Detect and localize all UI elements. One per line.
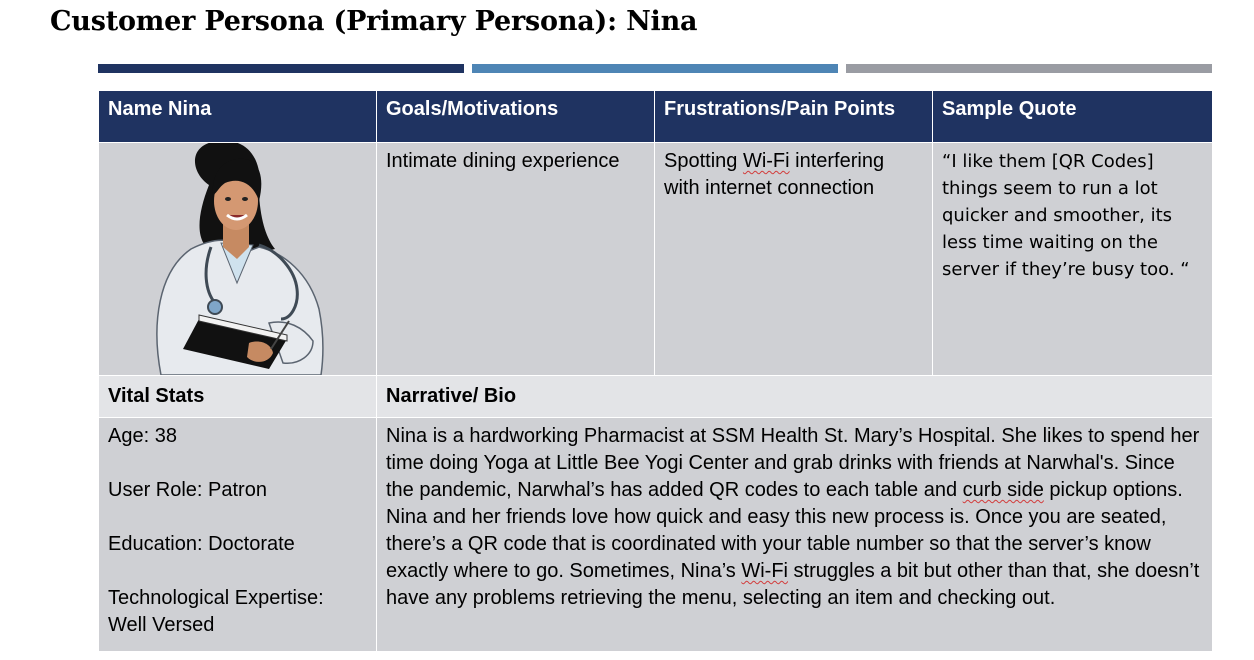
frustrations-text-after: interfering with internet connection bbox=[664, 150, 885, 199]
stat-age: Age: 38 bbox=[108, 425, 177, 447]
goals-cell: Intimate dining experience bbox=[377, 143, 655, 376]
narrative-part-3: struggles a bit but other than that, she doesn’t have any problems retrieving the menu, selecting an item and checking out. bbox=[386, 560, 1200, 609]
narrative-wifi-word: Wi-Fi bbox=[741, 560, 788, 582]
narrative-part-2: pickup options. Nina and her friends love how quick and easy this new process is. Once you are seated, there’s a QR code that is coordinated with your table number so that the server’s know exactly where to go. Sometimes, Nina’s bbox=[386, 479, 1183, 582]
doctor-illustration-icon bbox=[99, 143, 377, 375]
frustrations-wifi-word: Wi-Fi bbox=[742, 150, 790, 172]
frustrations-cell bbox=[655, 143, 933, 376]
stat-tech-expertise: Technological Expertise: Well Versed bbox=[108, 587, 324, 636]
stat-education: Education: Doctorate bbox=[108, 533, 295, 555]
narrative-curb-side: curb side bbox=[962, 479, 1044, 501]
narrative-part-1: Nina is a hardworking Pharmacist at SSM Health St. Mary’s Hospital. She likes to spend her time doing Yoga at Little Bee Yogi Center and grab drinks with friends at Narwhal's. Since the pandemic, Narwhal’s has added QR codes to each table and bbox=[386, 425, 1200, 501]
narrative-header: Narrative/ Bio bbox=[377, 376, 1213, 418]
stat-user-role: User Role: Patron bbox=[108, 479, 267, 501]
vital-stats-cell bbox=[99, 418, 377, 652]
header-quote: Sample Quote bbox=[933, 91, 1213, 143]
accent-bar-dark-blue bbox=[98, 64, 464, 73]
header-row bbox=[99, 91, 1213, 143]
accent-bar-gray bbox=[846, 64, 1212, 73]
stats-narrative-row bbox=[99, 418, 1213, 652]
narrative-bio-cell bbox=[377, 418, 1213, 652]
header-frustrations: Frustrations/Pain Points bbox=[655, 91, 933, 143]
page-title: Customer Persona (Primary Persona): Nina bbox=[50, 6, 698, 37]
sample-quote-cell: “I like them [QR Codes] things seem to run a lot quicker and smoother, its less time waiting on the server if they’re busy too. “ bbox=[933, 143, 1213, 376]
header-goals: Goals/Motivations bbox=[377, 91, 655, 143]
persona-table bbox=[98, 90, 1213, 652]
header-name: Name Nina bbox=[99, 91, 377, 143]
accent-bar-light-blue bbox=[472, 64, 838, 73]
persona-image-cell bbox=[99, 143, 377, 376]
persona-details-row bbox=[99, 143, 1213, 376]
frustrations-text-before: Spotting bbox=[664, 150, 743, 172]
section-header-row bbox=[99, 376, 1213, 418]
vital-stats-header: Vital Stats bbox=[99, 376, 377, 418]
